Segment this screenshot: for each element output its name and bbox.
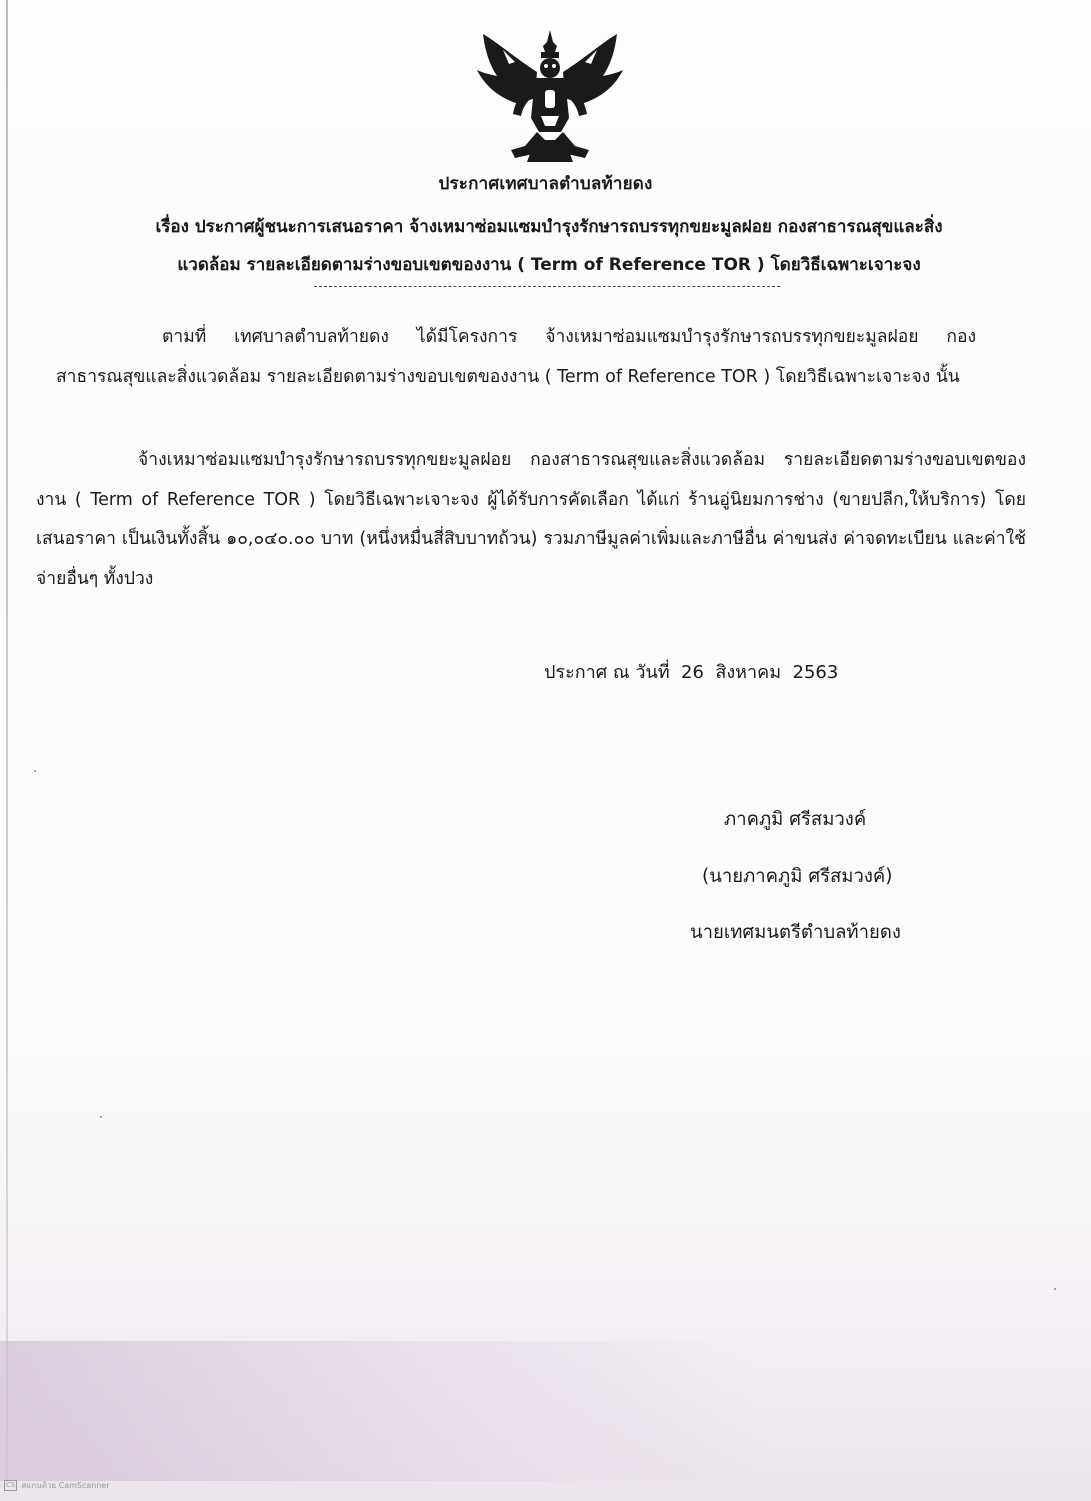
scan-speck (100, 1116, 102, 1118)
cs-badge-icon: CS (6, 1481, 16, 1489)
scan-speck (34, 770, 36, 772)
paragraph-winner: จ้างเหมาซ่อมแซมบำรุงรักษารถบรรทุกขยะมูลฝอย กองสาธารณสุขและสิ่งแวดล้อม รายละเอียดตามร่างขอบเขตของงาน ( Term of Reference TOR ) โดยวิธีเฉพาะเจาะจง ผู้ได้รับการคัดเลือก ได้แก่ ร้านอู่นิยมการช่าง (ขายปลีก,ให้บริการ) โดยเสนอราคา เป็นเงินทั้งสิ้น ๑๐,๐๔๐.๐๐ บาท (หนึ่งหมื่นสี่สิบบาทถ้วน) รวมภาษีมูลค่าเพิ่มและภาษีอื่น ค่าขนส่ง ค่าจดทะเบียน และค่าใช้จ่ายอื่นๆ ทั้งปวง (36, 450, 1026, 589)
divider-line (314, 286, 780, 287)
scan-shadow (0, 1341, 1091, 1481)
subject-line-1: เรื่อง ประกาศผู้ชนะการเสนอราคา จ้างเหมาซ่อมแซมบำรุงรักษารถบรรทุกขยะมูลฝอย กองสาธารณสุขและสิ่ง (155, 217, 943, 237)
scan-speck (1054, 1288, 1056, 1290)
garuda-emblem-icon (475, 28, 625, 168)
scanner-text: สแกนด้วย CamScanner (21, 1481, 110, 1490)
paragraph-intro: ตามที่ เทศบาลตำบลท้ายดง ได้มีโครงการ จ้างเหมาซ่อมแซมบำรุงรักษารถบรรทุกขยะมูลฝอย กองสาธารณสุขและสิ่งแวดล้อม รายละเอียดตามร่างขอบเขตของงาน ( Term of Reference TOR ) โดยวิธีเฉพาะเจาะจง นั้น (56, 327, 976, 387)
signature-name: ภาคภูมิ ศรีสมวงค์ (724, 809, 867, 830)
announcement-subject (84, 208, 1014, 284)
camscanner-watermark (4, 1479, 110, 1492)
signature-fullname: (นายภาคภูมิ ศรีสมวงค์) (702, 866, 893, 887)
signature-position: นายเทศมนตรีตำบลท้ายดง (690, 922, 901, 943)
announcement-title: ประกาศเทศบาลตำบลท้ายดง (438, 174, 653, 194)
announcement-date: ประกาศ ณ วันที่ 26 สิงหาคม 2563 (544, 662, 839, 683)
page-edge-shadow (6, 0, 8, 1480)
subject-line-2: แวดล้อม รายละเอียดตามร่างขอบเขตของงาน ( Term of Reference TOR ) โดยวิธีเฉพาะเจาะจง (177, 255, 921, 275)
